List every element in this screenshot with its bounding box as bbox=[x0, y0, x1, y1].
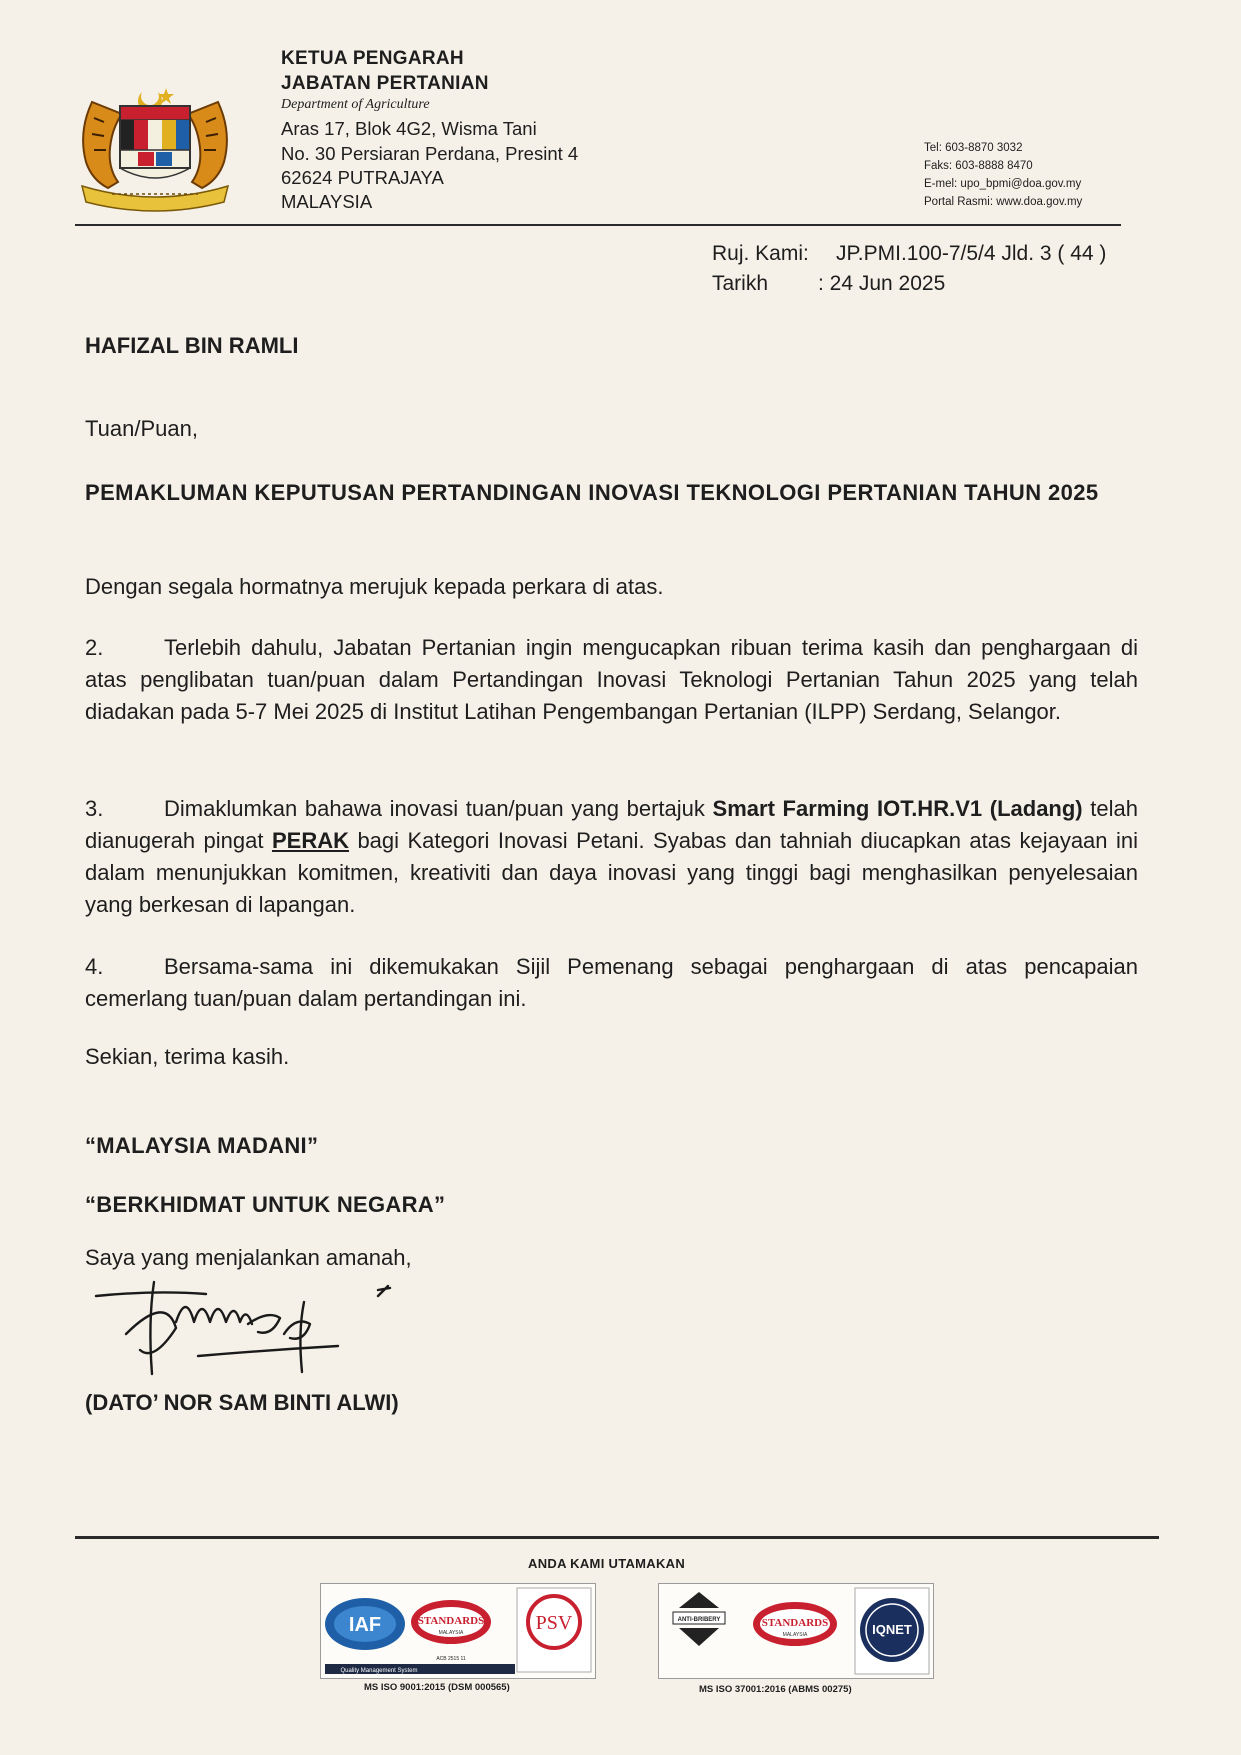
signature bbox=[88, 1262, 428, 1392]
paragraph-3-text-b: telah dianugerah pingat bbox=[85, 796, 1138, 853]
org-title-line2: JABATAN PERTANIAN bbox=[281, 73, 489, 94]
paragraph-4 bbox=[85, 951, 1138, 1015]
address-line: No. 30 Persiaran Perdana, Presint 4 bbox=[281, 143, 579, 164]
paragraph-3 bbox=[85, 793, 1138, 921]
contact-email: E-mel: upo_bpmi@doa.gov.my bbox=[924, 178, 1082, 190]
certification-logos-icon bbox=[321, 1584, 595, 1678]
paragraph-2 bbox=[85, 632, 1138, 728]
opening-line: Dengan segala hormatnya merujuk kepada perkara di atas. bbox=[85, 574, 664, 599]
recipient-name: HAFIZAL BIN RAMLI bbox=[85, 333, 299, 358]
org-title-line1: KETUA PENGARAH bbox=[281, 48, 464, 69]
psv-logo-text: PSV bbox=[535, 1612, 573, 1634]
standards-logo-subtext: MALAYSIA bbox=[438, 1630, 464, 1636]
paragraph-number: 2. bbox=[85, 635, 104, 660]
anti-bribery-logos-icon bbox=[659, 1584, 933, 1678]
date-label: Tarikh bbox=[712, 272, 769, 295]
signature-intro: Saya yang menjalankan amanah, bbox=[85, 1245, 412, 1270]
signatory-name: (DATO’ NOR SAM BINTI ALWI) bbox=[85, 1390, 399, 1415]
cert-badge-iso9001 bbox=[320, 1583, 596, 1679]
standards-logo-text: STANDARDS bbox=[761, 1617, 829, 1629]
medal-award: PERAK bbox=[271, 828, 349, 853]
innovation-title: Smart Farming IOT.HR.V1 (Ladang) bbox=[712, 796, 1083, 821]
coat-of-arms-icon bbox=[72, 82, 238, 214]
address-line: 62624 PUTRAJAYA bbox=[281, 167, 444, 188]
org-english-name: Department of Agriculture bbox=[281, 97, 430, 112]
header-divider bbox=[75, 224, 1121, 226]
paragraph-2-text: Terlebih dahulu, Jabatan Pertanian ingin mengucapkan ribuan terima kasih dan penghargaan di atas penglibatan tuan/puan dalam Pertandingan Inovasi Teknologi Pertanian Tahun 2025 yang telah diadakan pada 5-7 Mei 2025 di Institut Latihan Pengembangan Pertanian (ILPP) Serdang, Selangor. bbox=[85, 635, 1138, 724]
standards-logo-text: STANDARDS bbox=[417, 1615, 485, 1627]
coat-of-arms-emblem bbox=[72, 82, 238, 214]
footer-divider bbox=[75, 1536, 1159, 1539]
reference-value: JP.PMI.100-7/5/4 Jld. 3 ( 44 ) bbox=[836, 242, 1107, 265]
cert-caption-iso37001: MS ISO 37001:2016 (ABMS 00275) bbox=[699, 1684, 852, 1695]
subject-heading: PEMAKLUMAN KEPUTUSAN PERTANDINGAN INOVASI TEKNOLOGI PERTANIAN TAHUN 2025 bbox=[85, 480, 1099, 505]
iqnet-logo-text: IQNET bbox=[872, 1622, 912, 1637]
cert-caption-iso9001: MS ISO 9001:2015 (DSM 000565) bbox=[364, 1682, 510, 1693]
salutation: Tuan/Puan, bbox=[85, 416, 198, 441]
closing-line: Sekian, terima kasih. bbox=[85, 1044, 290, 1069]
slogan-malaysia-madani: “MALAYSIA MADANI” bbox=[85, 1133, 319, 1158]
date-value: : 24 Jun 2025 bbox=[818, 272, 946, 295]
contact-fax: Faks: 603-8888 8470 bbox=[924, 160, 1033, 172]
contact-tel: Tel: 603-8870 3032 bbox=[924, 142, 1023, 154]
contact-portal: Portal Rasmi: www.doa.gov.my bbox=[924, 196, 1083, 208]
address-line: Aras 17, Blok 4G2, Wisma Tani bbox=[281, 118, 537, 139]
standards-logo-subtext: MALAYSIA bbox=[782, 1632, 808, 1638]
handwritten-signature-icon bbox=[88, 1262, 428, 1392]
cert-badge-iso37001 bbox=[658, 1583, 934, 1679]
paragraph-number: 3. bbox=[85, 796, 104, 821]
iaf-logo-text: IAF bbox=[348, 1614, 382, 1636]
paragraph-3-text-a: Dimaklumkan bahawa inovasi tuan/puan yang bertajuk bbox=[164, 796, 713, 821]
paragraph-3-text-c: bagi Kategori Inovasi Petani. Syabas dan tahniah diucapkan atas kejayaan ini dalam menunjukkan komitmen, kreativiti dan daya inovasi yang tinggi bagi menghasilkan penyelesaian yang berkesan di lapangan. bbox=[85, 828, 1138, 917]
paragraph-4-text: Bersama-sama ini dikemukakan Sijil Pemenang sebagai penghargaan di atas pencapaian cemerlang tuan/puan dalam pertandingan ini. bbox=[85, 954, 1138, 1011]
qms-label: Quality Management System bbox=[340, 1668, 418, 1674]
slogan-berkhidmat: “BERKHIDMAT UNTUK NEGARA” bbox=[85, 1192, 446, 1217]
anti-bribery-text: ANTI-BRIBERY bbox=[677, 1617, 721, 1623]
footer-tagline: ANDA KAMI UTAMAKAN bbox=[528, 1556, 686, 1571]
reference-label: Ruj. Kami: bbox=[712, 242, 809, 265]
paragraph-number: 4. bbox=[85, 954, 104, 979]
address-line: MALAYSIA bbox=[281, 191, 373, 212]
acb-code: ACB 2515 11 bbox=[436, 1656, 466, 1662]
